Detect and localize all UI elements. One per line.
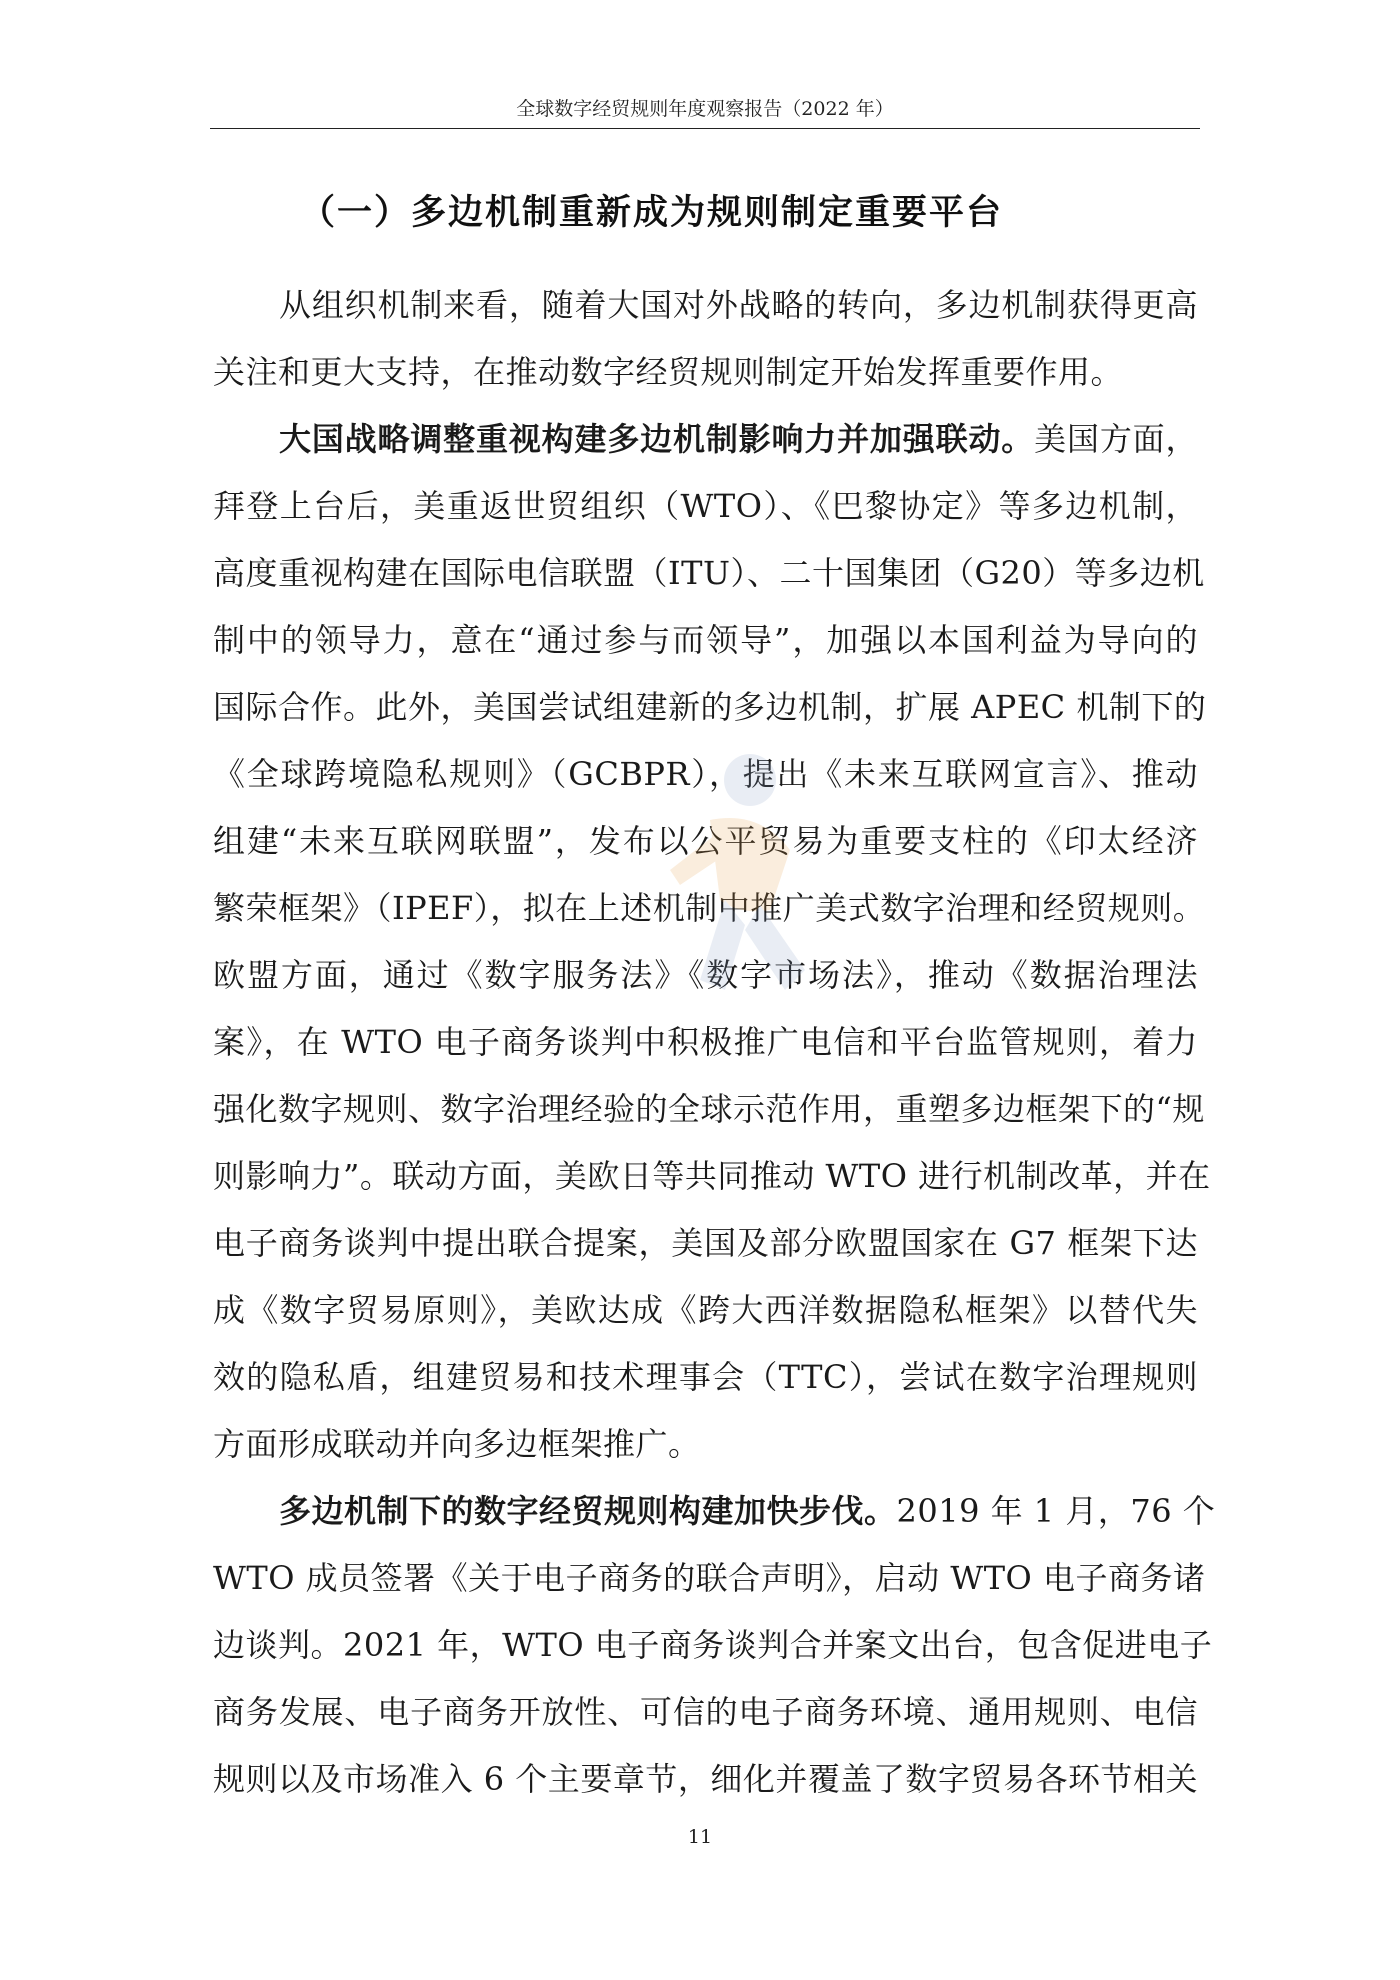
paragraph-3-line-4: 商务发展、电子商务开放性、可信的电子商务环境、通用规则、电信 xyxy=(213,1693,1198,1731)
paragraph-3-lead: 多边机制下的数字经贸规则构建加快步伐。 xyxy=(279,1492,897,1530)
paragraph-2-line-8: 繁荣框架》（IPEF），拟在上述机制中推广美式数字治理和经贸规则。 xyxy=(213,889,1206,927)
paragraph-3-line-2: WTO 成员签署《关于电子商务的联合声明》，启动 WTO 电子商务诸 xyxy=(213,1559,1206,1597)
paragraph-2-line-2: 拜登上台后，美重返世贸组织（WTO）、《巴黎协定》等多边机制， xyxy=(213,487,1198,525)
paragraph-3-line-5: 规则以及市场准入 6 个主要章节，细化并覆盖了数字贸易各环节相关 xyxy=(213,1760,1198,1798)
paragraph-2-line-3: 高度重视构建在国际电信联盟（ITU）、二十国集团（G20）等多边机 xyxy=(213,554,1205,592)
paragraph-2-line-7: 组建“未来互联网联盟”，发布以公平贸易为重要支柱的《印太经济 xyxy=(213,822,1198,860)
running-header: 全球数字经贸规则年度观察报告（2022 年） xyxy=(516,98,894,120)
paragraph-3-line-1 xyxy=(213,1478,1216,1545)
paragraph-2-line-1-text: 美国方面， xyxy=(1034,420,1198,458)
paragraph-1-line-1: 从组织机制来看，随着大国对外战略的转向，多边机制获得更高 xyxy=(279,286,1198,324)
paragraph-2-line-10: 案》，在 WTO 电子商务谈判中积极推广电信和平台监管规则，着力 xyxy=(213,1023,1198,1061)
paragraph-2-line-4: 制中的领导力，意在“通过参与而领导”，加强以本国利益为导向的 xyxy=(213,621,1198,659)
page-number: 11 xyxy=(687,1826,713,1848)
paragraph-2-line-13: 电子商务谈判中提出联合提案，美国及部分欧盟国家在 G7 框架下达 xyxy=(213,1224,1198,1262)
paragraph-2-line-15: 效的隐私盾，组建贸易和技术理事会（TTC），尝试在数字治理规则 xyxy=(213,1358,1198,1396)
paragraph-2-line-12: 则影响力”。联动方面，美欧日等共同推动 WTO 进行机制改革，并在 xyxy=(213,1157,1211,1195)
paragraph-2-line-6: 《全球跨境隐私规则》（GCBPR），提出《未来互联网宣言》、推动 xyxy=(213,755,1198,793)
paragraph-2-line-16: 方面形成联动并向多边框架推广。 xyxy=(213,1425,701,1463)
body-text xyxy=(213,272,1216,1813)
section-heading: （一）多边机制重新成为规则制定重要平台 xyxy=(300,193,1004,233)
paragraph-2-line-9: 欧盟方面，通过《数字服务法》《数字市场法》，推动《数据治理法 xyxy=(213,956,1198,994)
paragraph-3-line-1-text: 2019 年 1 月，76 个 xyxy=(896,1492,1216,1530)
paragraph-2-line-1 xyxy=(213,406,1198,473)
paragraph-2-line-5: 国际合作。此外，美国尝试组建新的多边机制，扩展 APEC 机制下的 xyxy=(213,688,1207,726)
paragraph-2-line-11: 强化数字规则、数字治理经验的全球示范作用，重塑多边框架下的“规 xyxy=(213,1090,1205,1128)
paragraph-2-line-14: 成《数字贸易原则》，美欧达成《跨大西洋数据隐私框架》以替代失 xyxy=(213,1291,1198,1329)
paragraph-2-lead: 大国战略调整重视构建多边机制影响力并加强联动。 xyxy=(279,420,1035,458)
paragraph-1-line-2: 关注和更大支持，在推动数字经贸规则制定开始发挥重要作用。 xyxy=(213,353,1124,391)
header-rule xyxy=(210,128,1200,129)
paragraph-3-line-3: 边谈判。2021 年，WTO 电子商务谈判合并案文出台，包含促进电子 xyxy=(213,1626,1213,1664)
